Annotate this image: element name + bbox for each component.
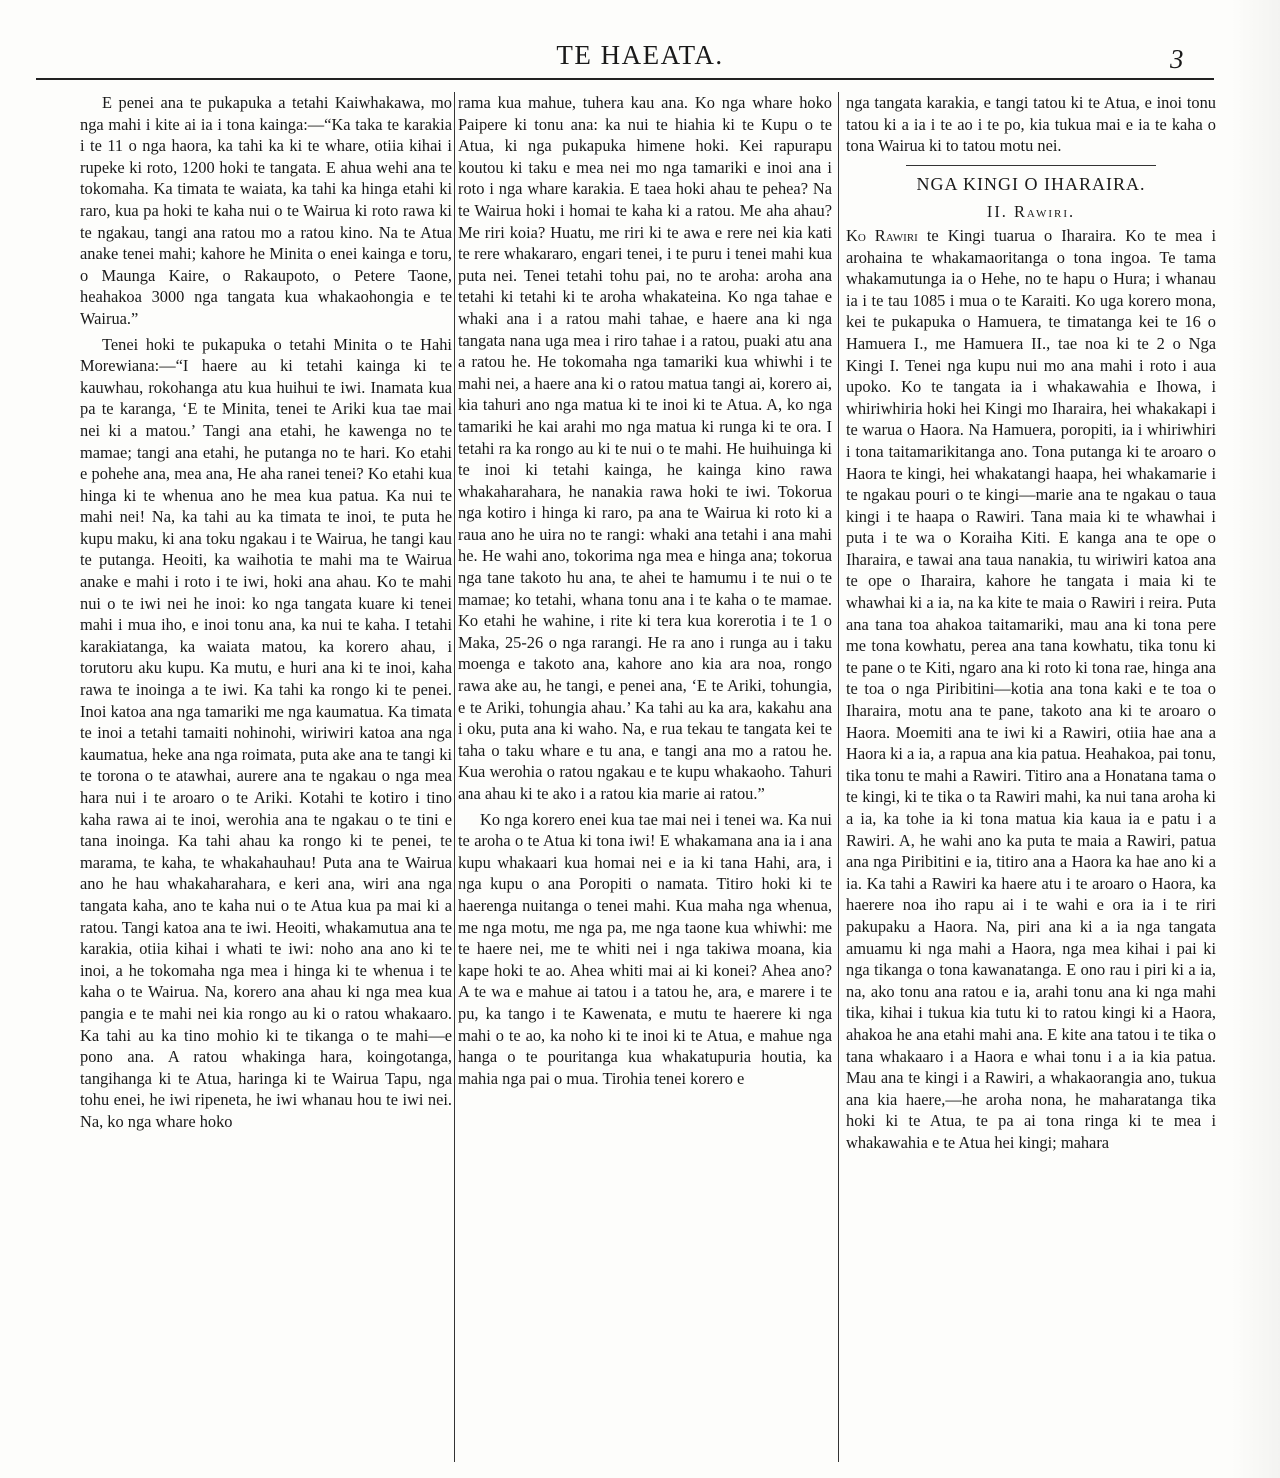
subsection-title: II. Rawiri.	[986, 202, 1076, 222]
page-edge	[1232, 0, 1280, 1478]
column-divider	[838, 92, 839, 1462]
lead-name: Ko Rawiri	[846, 225, 918, 245]
header-rule	[36, 78, 1214, 80]
paragraph: nga tangata karakia, e tangi tatou ki te Atua, e inoi tonu tatou ki a ia i te ao i te po, kia tukua mai e ia te kaha o tona Wairua ki to tatou motu nei.	[846, 93, 1216, 156]
paragraph: Ko nga korero enei kua tae mai nei i tenei wa. Ka nui te aroha o te Atua ki tona iwi! E whakamana ana ia i ana kupu whakaari kua homai nei e ia ki tana Hahi, ara, i nga kupu o ana Poropiti o namata. Titiro hoki ki te haerenga nuitanga o tenei mahi. Kua maha nga whenua, me nga motu, me nga pa, me nga taone kua whiwhi: me te haere nei, me te whiti nei i nga takiwa moana, kia kape hoki te ao. Ahea whiti mai ai ki konei? Ahea ano? A te wa e mahue ai tatou i a tatou he, ara, e marere i te pu, ka tango i te Kawenata, e mutu te haerere ki nga mahi o te ao, ka noho ki te inoi ki te Atua, e mahue nga hanga o te pouritanga kua whakatupuria houtia, ka mahia nga pai o mua. Tirohia tenei korero e	[458, 809, 832, 1088]
column-3	[846, 92, 1216, 1462]
paragraph: rama kua mahue, tuhera kau ana. Ko nga whare hoko Paipere ki tonu ana: ka nui te hiahia ki te Kupu o te Atua, ki nga pukapuka himene hoki. Kei rapurapu koutou ki taku e mea nei mo nga tamariki e inoi ana i roto i nga whare karakia. E taea hoki ahau te pehea? Na te Wairua hoki i homai te kaha ki a ratou. Me aha ahau? Me riri koia? Huatu, me riri ki te awa e rere nei kia kati te rere whakararo, engari tenei, i te puru i tenei mahi kua puta nei. Tenei tetahi tohu pai, no te aroha: aroha ana tetahi ki tetahi ki te aroha whakateina. Ko nga tahae e whaki ana i a ratou mahi tahae, e haere ana ki nga tangata nana uga mea i riro tahae i a ratou, puaki atu ana a ratou he. He tokomaha nga tamariki kua whiwhi i te mahi nei, a haere ana ki o ratou matua tangi ai, korero ai, kia tahuri ano nga matua ki te inoi ki te Atua. A, ko nga tamariki he kai arahi mo nga matua ki runga ki te ora. I tetahi ra ka rongo au ki te nui o te mahi. He huihuinga ki te inoi ki tetahi kainga, he kainga kino rawa whakaharahara, he nanakia rawa hoki te iwi. Tokorua nga kotiro i hinga ki raro, pa ana te Wairua ki roto ki a raua ano he uira no te rangi: whaki ana tetahi i ana mahi he. He wahi ano, tokorima nga mea e hinga ana; tokorua nga tane takoto hu ana, te ahei te hamumu i te nui o te mamae; ko tetahi, whana tonu ana i te kaha o te mamae. Ko etahi he wahine, i rite ki tera kua korerotia i te 1 o Maka, 25-26 o nga rarangi. He ra ano i runga au i taku moenga e takoto ana, kahore ano kia ara noa, rongo rawa ake au, he tangi, e penei ana, ‘E te Ariki, tohungia, e te Ariki, tohungia ahau.’ Ka tahi au ka ara, kakahu ana i oku, puta ana ki waho. Na, e rua tekau te tangata kei te taha o taku whare e tu ana, e tangi ana mo a ratou he. Kua werohia o ratou ngakau e te kupu whakaoho. Tahuri ana ahau ki te ako i a ratou kia marie ai ratou.”	[458, 93, 832, 803]
paragraph	[846, 225, 1216, 1154]
column-divider	[454, 92, 455, 1462]
page-number: 3	[1170, 44, 1184, 74]
page-header	[0, 0, 1280, 92]
newspaper-title: TE HAEATA.	[556, 40, 724, 70]
paragraph: Tenei hoki te pukapuka o tetahi Minita o te Hahi Morewiana:—“I haere au ki tetahi kainga ki te kauwhau, rokohanga atu kua huihui te iwi. Inamata kua pa te karanga, ‘E te Minita, tenei te Ariki kua tae mai nei ki a matou.’ Tangi ana etahi, he kawenga no te mamae; tangi ana etahi, he putanga no te hari. Ko etahi e pohehe ana, mea ana, He aha ranei tenei? Ko etahi kua hinga ki te whenua ano he mea kua patua. Ka nui te mahi nei! Na, ka tahi au ka timata te inoi, te puta he kupu maku, ki ana toku ngakau i te Wairua, he tangi kau te putanga. Heoiti, ka waihotia te mahi ma te Wairua anake e mahi i roto i te iwi, hoki ana ahau. Ko te mahi nui o te iwi nei he inoi: ko nga tangata kuare ki tenei mahi i mua iho, e inoi tonu ana, ka nui te kaha. I tetahi karakiatanga, ka waiata matou, ka korero ahau, i torutoru aku kupu. Ka mutu, e huri ana ki te inoi, kaha rawa te inoinga a te iwi. Ka tahi ka rongo ki te penei. Inoi katoa ana nga tamariki me nga kaumatua. Ka timata te inoi a tetahi tamaiti nohinohi, wiriwiri katoa ana nga kaumatua, heke ana nga roimata, puta ake ana te tangi ki te torona o te atawhai, aurere ana te ngakau o nga mea hara nui i te aroaro o te Ariki. Kotahi te kotiro i tino kaha rawa ai te inoi, werohia ana te ngakau o te tini e tana inoinga. Ka tahi ahau ka rongo ki te penei, te marama, te kaha, te whakahauhau! Puta ana te Wairua ano he hau whakaharahara, e keri ana, wiri ana nga tangata kaha, ano te kaha nui o te Atua kua pa mai ki a ratou. Tangi katoa ana te iwi. Heoiti, whakamutua ana te karakia, otiia kihai i whati te iwi: noho ana ano ki te inoi, a he tokomaha nga mea i hinga ki te whenua i te kaha o te Wairua. Na, korero ana ahau ki nga mea kua pangia e te mahi nei kia rongo au ki o ratou whakaaro. Ka tahi au ka tino mohio ki te tikanga o te mahi—e pono ana. A ratou whakinga hara, koingotanga, tangihanga ki te Atua, haringa ki te Wairua Tapu, nga tohu enei, he iwi ripeneta, he iwi whanau hou te iwi nei. Na, ko nga whare hoko	[80, 334, 452, 1131]
section-title: NGA KINGI O IHARAIRA.	[916, 173, 1146, 194]
paragraph-text: te Kingi tuarua o Iharaira. Ko te mea i arohaina te whakamaoritanga o tona ingoa. Te tama whakamutunga ia o Hehe, no te hapu o Hura; i whanau ia i te tau 1085 i mua o te Karaiti. Ko uga korero mona, kei te pukapuka o Hamuera, te timatanga kei te 16 o Hamuera I., me Hamuera II., tae noa ki te 2 o Nga Kingi I. Tenei nga kupu nui mo ana mahi i roto i aua upoko. Ko te tangata ia i whakawahia e Ihowa, i whiriwhiria hoki hei Kingi mo Iharaira, hei whakakapi i te warua o Haora. Na Hamuera, poropiti, ia i whiriwhiri i tona taitamarikitanga ano. Tona putanga ki te aroaro o Haora te kingi, hei whakatangi haapa, hei whakamarie i te ngakau pouri o te kingi—marie ana te ngakau o taua kingi i te haapa o Rawiri. Tana maia ki te whawhai i puta i te wa o Koraiha Kiti. E kanga ana te ope o Iharaira, e tawai ana taua nanakia, tu wiriwiri katoa ana te ope o Iharaira, kahore he tangata i maia ki te whawhai ki a ia, na ka kite te maia o Rawiri i reira. Puta ana tana toa ahakoa taitamariki, mau ana ki tona pere me tona kowhatu, perea ana tana kowhatu, tika tonu ki te pane o te Kiti, ngaro ana ki roto ki tona rae, hinga ana te toa o nga Piribitini—kotia ana tona kaki e te toa o Iharaira, motu ana te pane, takoto ana ki te aroaro o Haora. Moemiti ana te iwi ki a Rawiri, otiia hae ana a Haora ki a ia, a rapua ana kia patua. Heahakoa, pai tonu, tika tonu te mahi a Rawiri. Titiro ana a Honatana tama o te kingi, ki te tika o ta Rawiri mahi, ka nui tana aroha ki a ia, ka tohe ia ki tona matua kia kaua ia e patu i a Rawiri. A, he wahi ano ka puta te maia a Rawiri, patua ana nga Piribitini e ia, titiro ana a Haora ka hae ano ki a ia. Ka tahi a Rawiri ka haere atu i te aroaro o Haora, ka haerere noa iho rapu ai i te wahi e ora ia i te riri pakupaku a Haora. Na, piri ana ki a ia nga tangata amuamu ki nga mahi a Haora, nga mea kihai i pai ki nga tikanga o tona kawanatanga. E ono rau i piri ki a ia, na, ako tonu ana ratou e ia, arahi tonu ana ki nga mahi tika, kihai i tukua kia tutu ki to ratou kingi ki a Haora, ahakoa he ana etahi mahi ana. E kite ana tatou i te tika o tana whakaaro i a Haora e whai tonu i a ia kia patua. Mau ana te kingi i a Rawiri, a whakaorangia ano, tukua ana kia haere,—he aroha nona, he maharatanga tika hoki ki te Atua, te pa ai tona ringa ki te mea i whakawahia e te Atua hei kingi; mahara	[846, 225, 1216, 1152]
column-1	[80, 92, 452, 1462]
paragraph: E penei ana te pukapuka a tetahi Kaiwhakawa, mo nga mahi i kite ai ia i tona kainga:—“Ka taka te karakia i te 11 o nga haora, ka tahi ka ki te whare, otiia kihai i rupeke ki roto, 1200 hoki te tangata. E ahua wehi ana te tokomaha. Ka timata te waiata, ka tahi ka hinga etahi ki raro, kua pa hoki te kaha nui o te Wairua ki roto rawa ki te ngakau, tangi ana ratou mo a ratou kino. Na te Atua anake tenei mahi; kahore he Minita o enei kainga e toru, o Maunga Kaire, o Rakaupoto, o Petere Taone, heahakoa 3000 nga tangata kua whakaohongia e te Wairua.”	[80, 93, 452, 328]
column-2	[458, 92, 832, 1462]
section-rule	[906, 165, 1156, 166]
